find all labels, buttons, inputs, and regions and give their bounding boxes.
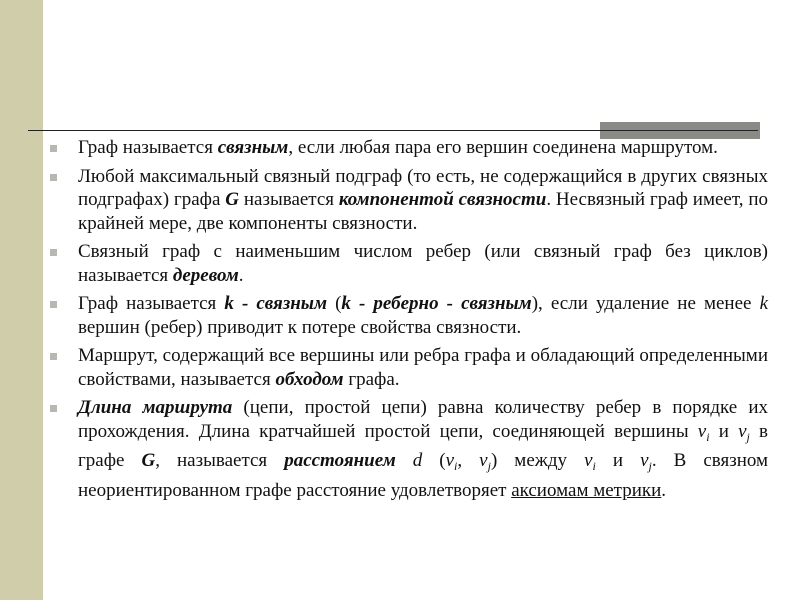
text: , [457, 450, 480, 471]
text: Связный граф с наименьшим числом ребер (или связный граф без циклов) называется [78, 241, 768, 286]
var-v: v [479, 450, 488, 471]
text: , называется [155, 450, 285, 471]
text: ( [327, 293, 342, 314]
text: Граф называется [78, 293, 225, 314]
text: (цепи, простой цепи) равна количеству ребер в порядке их прохождения. Длина кратчайшей простой цепи, соединяющей вершины [78, 397, 768, 442]
term-k-edge-connected: k - реберно - связным [341, 293, 532, 314]
var-v: v [738, 420, 747, 442]
list-item-component [50, 165, 768, 236]
subscript: j [746, 429, 750, 444]
text: ) между [490, 450, 585, 471]
sidebar-decoration [0, 0, 43, 600]
term-distance: расстоянием [284, 450, 396, 471]
text: ), если удаление не менее [531, 293, 760, 314]
subscript: i [592, 459, 596, 473]
text: Маршрут, содержащий все вершины или ребра графа и обладающий определенными свойствами, называется [78, 345, 768, 390]
list-item-distance [50, 396, 768, 502]
text: и [709, 420, 739, 442]
var-v: v [445, 450, 455, 471]
text: . Несвязный граф имеет, по крайней мере, две компоненты связности. [78, 189, 769, 234]
subscript: j [648, 459, 652, 473]
subscript: i [706, 429, 710, 444]
slide-content [50, 136, 768, 507]
k-symbol: k [759, 293, 768, 314]
var-v: v [584, 450, 593, 471]
bullet-icon [50, 174, 57, 181]
text: Любой максимальный связный подграф (то есть, не содержащийся в других связных подграфах) графа [78, 165, 768, 210]
text: в графе [78, 420, 768, 471]
text: . [238, 264, 244, 286]
text: , если любая пара его вершин соединена маршрутом. [288, 137, 718, 158]
graph-symbol: G [141, 450, 156, 471]
bullet-icon [50, 353, 57, 360]
subscript: j [487, 459, 491, 473]
text: Граф называется [78, 137, 218, 158]
header-rule [28, 130, 758, 131]
text: и [595, 450, 641, 471]
term-k-connected: k - связным [224, 293, 327, 314]
subscript: i [454, 459, 458, 473]
text: ( [422, 450, 446, 471]
list-item-traversal [50, 344, 768, 391]
list-item-connected [50, 136, 768, 160]
text: . [661, 479, 667, 501]
list-item-tree [50, 240, 768, 287]
metric-axioms-link[interactable]: аксиомам метрики [511, 479, 662, 501]
term-component: компонентой связности [338, 189, 547, 210]
var-v: v [640, 450, 649, 471]
text: вершин (ребер) приводит к потере свойства связности. [78, 316, 522, 338]
graph-symbol: G [225, 189, 239, 210]
bullet-icon [50, 145, 57, 152]
term-connected: связным [217, 137, 289, 158]
list-item-k-connected [50, 292, 768, 339]
text: называется [239, 189, 339, 210]
var-v: v [697, 420, 707, 442]
term-tree: деревом [172, 264, 239, 286]
bullet-icon [50, 405, 57, 412]
bullet-icon [50, 301, 57, 308]
var-d: d [412, 450, 423, 471]
text: . В связном неориентированном графе расстояние удовлетворяет [78, 450, 769, 501]
text: графа. [343, 368, 400, 390]
term-path-length: Длина маршрута [78, 397, 233, 418]
text [396, 450, 413, 471]
term-traversal: обходом [275, 368, 344, 390]
bullet-icon [50, 249, 57, 256]
